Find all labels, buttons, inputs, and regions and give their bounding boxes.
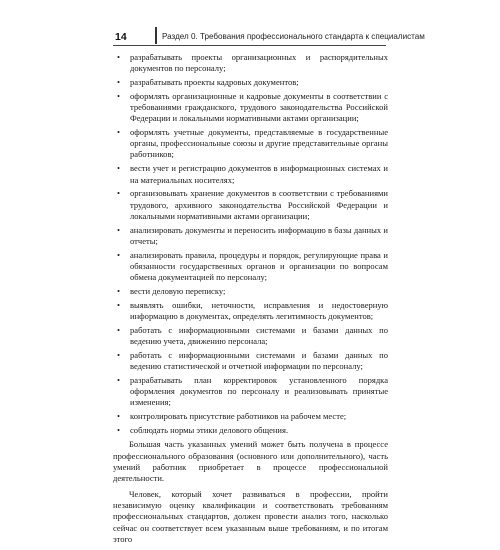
bullet-icon: • [117, 127, 120, 138]
body-paragraph: Большая часть указанных умений может быть получена в процессе профессионального образования (основного или дополнительного), часть умений работник приобретает в процессе профессиональной деятельности. [113, 439, 388, 484]
list-item [113, 411, 388, 422]
list-item [113, 52, 388, 74]
list-item [113, 91, 388, 124]
running-head: Раздел 0. Требования профессионального стандарта к специалистам [162, 32, 425, 41]
list-item-text: оформлять организационные и кадровые документы в соответствии с требованиями гражданского, трудового законодательства Российской Федерации и локальными нормативными актами организации; [130, 91, 388, 124]
list-item-text: анализировать документы и переносить информацию в базы данных и отчеты; [130, 224, 388, 246]
bullet-icon: • [117, 350, 120, 361]
bullet-icon: • [117, 375, 120, 386]
list-item-text: контролировать присутствие работников на рабочем месте; [130, 411, 347, 422]
list-item [113, 163, 388, 185]
list-item [113, 375, 388, 408]
list-item-text: вести деловую переписку; [130, 285, 226, 296]
bullet-icon: • [117, 249, 120, 260]
list-item-text: работать с информационными системами и базами данных по ведению учета, движению персонала; [130, 324, 388, 347]
header-vertical-rule [155, 27, 157, 44]
page-body [113, 52, 388, 550]
list-item-text: разрабатывать проекты кадровых документов; [130, 77, 299, 88]
bullet-icon: • [117, 411, 120, 422]
list-item-text: анализировать правила, процедуры и порядок, регулирующие права и обязанности государственных органов и организации по вопросам обмена документацией по персоналу; [130, 249, 388, 282]
bullet-icon: • [117, 163, 120, 174]
list-item-text: соблюдать нормы этики делового общения. [130, 425, 289, 436]
bullet-icon: • [117, 77, 120, 88]
header-underline [113, 45, 386, 46]
list-item [113, 325, 388, 347]
list-item [113, 225, 388, 247]
bullet-icon: • [117, 324, 120, 335]
bullet-icon: • [117, 425, 120, 436]
list-item-text: выявлять ошибки, неточности, исправления и недостоверную информацию в документах, определять легитимность документов; [130, 299, 388, 321]
list-item [113, 300, 388, 322]
list-item [113, 250, 388, 283]
bullet-icon: • [117, 188, 120, 199]
list-item-text: разрабатывать проекты организационных и распорядительных документов по персоналу; [130, 52, 388, 74]
list-item-text: организовывать хранение документов в соответствии с требованиями трудового, архивного законодательства Российской Федерации и локальными нормативными актами организации; [130, 188, 388, 221]
list-item-text: разрабатывать план корректировок установленного порядка оформления документов по персоналу и реализовывать принятые изменения; [130, 375, 388, 408]
bullet-icon: • [117, 285, 120, 296]
page-number: 14 [115, 31, 127, 43]
list-item [113, 286, 388, 297]
bullet-icon: • [117, 224, 120, 235]
list-item [113, 350, 388, 372]
body-paragraph: Человек, который хочет развиваться в профессии, пройти независимую оценку квалификации и соответствовать требованиям профессиональных стандартов, должен провести анализ того, насколько сейчас он соответствует всем указанным выше требованиям, и по итогам этого [113, 488, 388, 545]
list-item-text: оформлять учетные документы, представляемые в государственные органы, профессиональные союзы и другие представительные органы работников; [130, 127, 388, 160]
list-item [113, 188, 388, 221]
bullet-icon: • [117, 91, 120, 102]
list-item [113, 77, 388, 88]
list-item-text: работать с информационными системами и базами данных по ведению статистической и отчетной информации по персоналу; [130, 350, 388, 372]
list-item [113, 425, 388, 436]
bullet-icon: • [117, 52, 120, 62]
skills-bullet-list [113, 52, 388, 436]
list-item [113, 127, 388, 160]
list-item-text: вести учет и регистрацию документов в информационных системах и на материальных носителях; [130, 163, 388, 185]
bullet-icon: • [117, 299, 120, 310]
